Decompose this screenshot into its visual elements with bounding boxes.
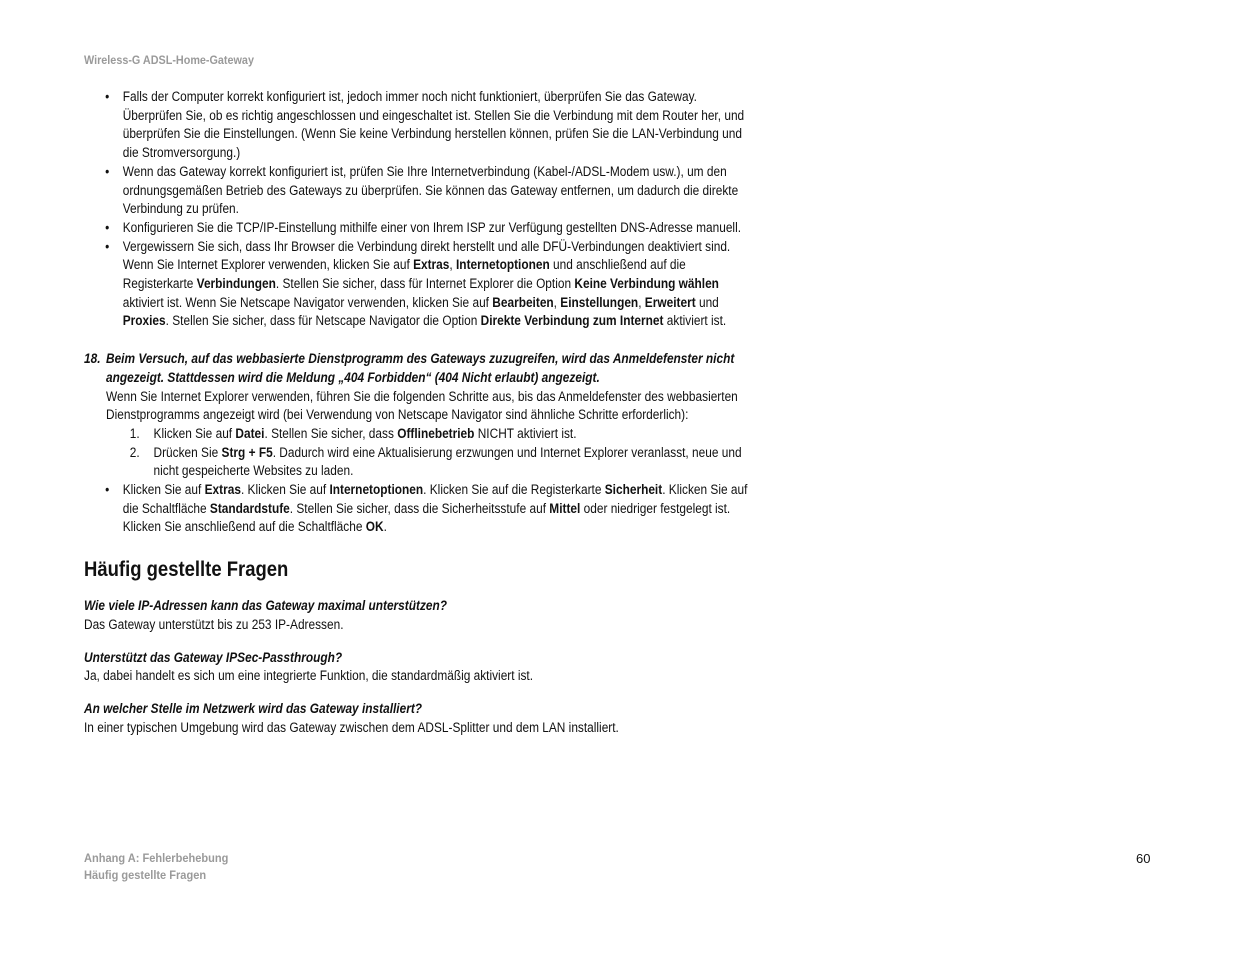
- bold-term: Sicherheit: [604, 482, 663, 498]
- text-run: . Klicken Sie auf die Schaltfläche: [122, 482, 748, 516]
- running-header: Wireless-G ADSL-Home-Gateway: [84, 53, 254, 67]
- text-run: Drücken Sie: [153, 444, 222, 460]
- text-run: . Klicken Sie auf die Registerkarte: [423, 482, 605, 498]
- faq-question: Unterstützt das Gateway IPSec-Passthrough?: [84, 649, 343, 665]
- bold-term: Internetoptionen: [456, 257, 550, 273]
- text-run: oder niedriger festgelegt ist. Klicken Sie anschließend auf die Schaltfläche: [122, 500, 731, 535]
- step-item: [106, 444, 753, 481]
- faq-question: Wie viele IP-Adressen kann das Gateway maximal unterstützen?: [84, 598, 448, 614]
- bold-term: Proxies: [122, 313, 166, 329]
- faq-heading: Häufig gestellte Fragen: [84, 558, 289, 582]
- list-item: [84, 219, 753, 238]
- text-run: Konfigurieren Sie die TCP/IP-Einstellung mithilfe einer von Ihrem ISP zur Verfügung gestellten DNS-Adresse manuell.: [122, 219, 742, 235]
- question-intro: Wenn Sie Internet Explorer verwenden, führen Sie die folgenden Schritte aus, bis das Anmeldefenster des webbasierten Dienstprogramms angezeigt wird (bei Verwendung von Netscape Navigator sind ähnliche Schritte erforderlich):: [106, 388, 738, 423]
- step-item: [106, 425, 753, 444]
- step-text: [154, 445, 742, 479]
- step-number: 2.: [129, 444, 140, 460]
- text-run: ,: [553, 294, 561, 310]
- list-item: [84, 163, 753, 219]
- bold-term: Erweitert: [644, 294, 696, 310]
- faq-answer: Ja, dabei handelt es sich um eine integrierte Funktion, die standardmäßig aktiviert ist.: [84, 668, 534, 684]
- page-content: [84, 88, 753, 737]
- list-item: [84, 238, 753, 332]
- list-item: [84, 88, 753, 163]
- text-run: und: [695, 294, 719, 310]
- faq-item: [84, 597, 753, 634]
- bold-term: Datei: [235, 425, 265, 441]
- faq-answer: Das Gateway unterstützt bis zu 253 IP-Adressen.: [84, 616, 344, 632]
- faq-item: [84, 649, 753, 686]
- running-footer: [84, 850, 228, 884]
- text-run: Wenn das Gateway korrekt konfiguriert ist, prüfen Sie Ihre Internetverbindung (Kabel-/ADSL-Modem usw.), um den ordnungsgemäßen Betrieb des Gateways zu überprüfen. Sie können das Gateway entfernen, um dadurch die direkte Verbindung zu prüfen.: [122, 163, 739, 217]
- footer-chapter: Anhang A: Fehlerbehebung: [84, 851, 229, 865]
- text-run: aktiviert ist. Wenn Sie Netscape Navigator verwenden, klicken Sie auf: [122, 294, 493, 310]
- text-run: . Klicken Sie auf: [240, 482, 330, 498]
- bold-term: Extras: [413, 257, 450, 273]
- step-text: [154, 426, 577, 441]
- text-run: . Stellen Sie sicher, dass: [264, 425, 398, 441]
- text-run: aktiviert ist.: [663, 313, 727, 329]
- list-item: [84, 481, 753, 537]
- text-run: ,: [638, 294, 645, 310]
- text-run: . Stellen Sie sicher, dass für Internet Explorer die Option: [275, 276, 575, 292]
- text-run: NICHT aktiviert ist.: [474, 425, 577, 441]
- bold-term: Strg + F5: [221, 444, 273, 460]
- faq-question: An welcher Stelle im Netzwerk wird das Gateway installiert?: [84, 700, 423, 716]
- bold-term: Direkte Verbindung zum Internet: [480, 313, 664, 329]
- text-run: Vergewissern Sie sich, dass Ihr Browser die Verbindung direkt herstellt und alle DFÜ-Verbindungen deaktiviert sind. Wenn Sie Internet Explorer verwenden, klicken Sie auf: [122, 238, 731, 273]
- text-run: . Stellen Sie sicher, dass für Netscape Navigator die Option: [165, 313, 481, 329]
- text-run: . Dadurch wird eine Aktualisierung erzwungen und Internet Explorer veranlasst, neue und nicht gespeicherte Websites zu laden.: [153, 444, 742, 479]
- faq-answer: In einer typischen Umgebung wird das Gateway zwischen dem ADSL-Splitter und dem LAN installiert.: [84, 719, 619, 735]
- page-number: 60: [1136, 851, 1151, 866]
- text-run: Klicken Sie auf: [122, 482, 205, 498]
- bold-term: Bearbeiten: [492, 294, 554, 310]
- text-run: .: [383, 519, 387, 535]
- text-run: ,: [449, 257, 457, 273]
- bold-term: Einstellungen: [560, 294, 639, 310]
- text-run: . Stellen Sie sicher, dass die Sicherheitsstufe auf: [289, 500, 550, 516]
- text-run: und anschließend auf die Registerkarte: [122, 257, 686, 292]
- step-number: 1.: [129, 425, 140, 441]
- bold-term: Extras: [204, 482, 241, 498]
- troubleshooting-bullet-list: [84, 88, 753, 331]
- question-number: 18.: [84, 351, 101, 367]
- bold-term: OK: [365, 519, 384, 535]
- text-run: Klicken Sie auf: [153, 425, 236, 441]
- security-bullet-list: [84, 481, 753, 537]
- steps-list: [106, 425, 753, 481]
- bold-term: Internetoptionen: [329, 482, 424, 498]
- bold-term: Mittel: [549, 500, 581, 516]
- bold-term: Standardstufe: [209, 500, 290, 516]
- question-18: [84, 350, 753, 481]
- bold-term: Verbindungen: [196, 276, 276, 292]
- bold-term: Offlinebetrieb: [397, 425, 475, 441]
- faq-item: [84, 700, 753, 737]
- text-run: Falls der Computer korrekt konfiguriert ist, jedoch immer noch nicht funktioniert, überprüfen Sie das Gateway. Überprüfen Sie, ob es richtig angeschlossen und eingeschaltet ist. Stellen Sie die Verbindung mit dem Router her, und überprüfen Sie die Einstellungen. (Wenn Sie keine Verbindung herstellen können, prüfen Sie die LAN-Verbindung und die Stromversorgung.): [122, 89, 745, 161]
- footer-section: Häufig gestellte Fragen: [84, 868, 207, 882]
- bold-term: Keine Verbindung wählen: [574, 276, 719, 292]
- question-heading: Beim Versuch, auf das webbasierte Dienstprogramm des Gateways zuzugreifen, wird das Anmeldefenster nicht angezeigt. Stattdessen wird die Meldung „404 Forbidden“ (404 Nicht erlaubt) angezeigt.: [106, 351, 735, 385]
